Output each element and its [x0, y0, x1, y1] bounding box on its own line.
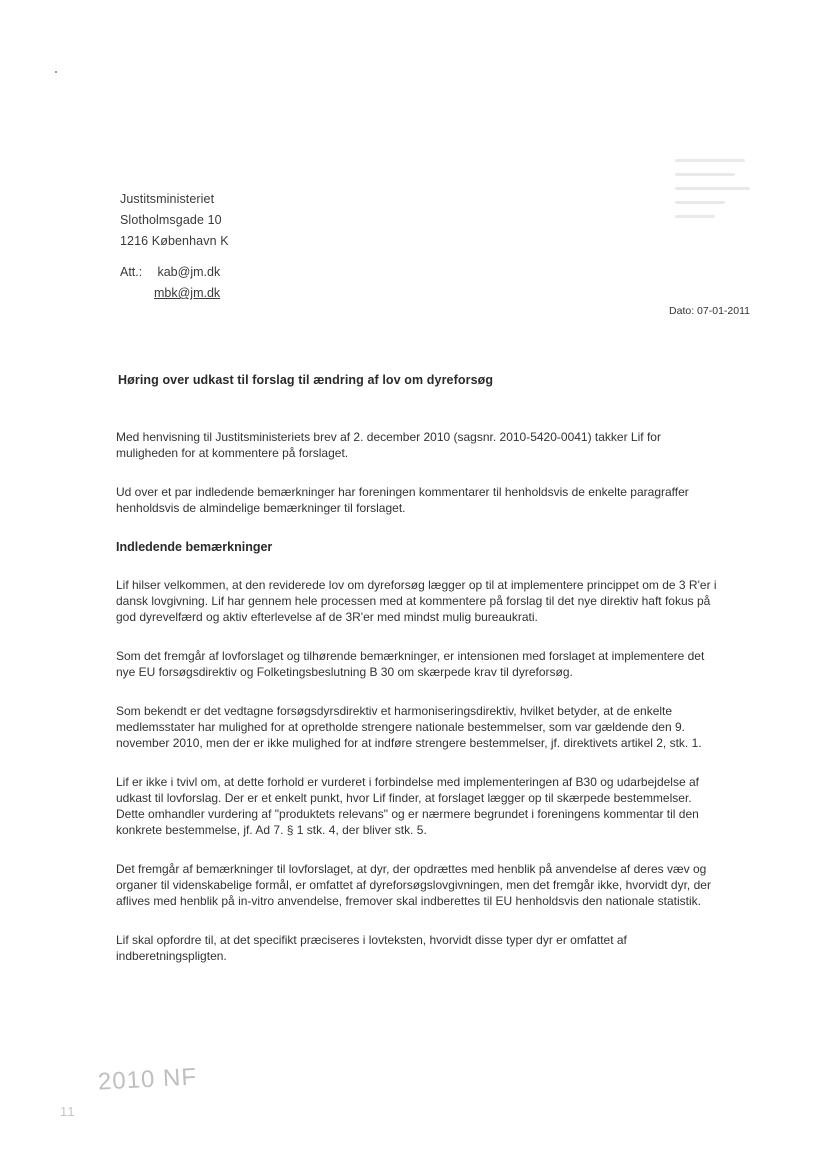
attention-label: Att.:: [120, 265, 143, 279]
scan-speck: [55, 71, 57, 73]
letter-title: Høring over udkast til forslag til ændring af lov om dyreforsøg: [118, 373, 494, 387]
address-line-3: 1216 København K: [120, 234, 229, 248]
section-heading: Indledende bemærkninger: [116, 540, 273, 554]
attention-block: [120, 262, 220, 304]
body-paragraph: Med henvisning til Justitsministeriets brev af 2. december 2010 (sagsnr. 2010-5420-0041) takker Lif for muligheden for at kommentere på forslaget.: [116, 430, 661, 460]
body-paragraph: Som det fremgår af lovforslaget og tilhørende bemærkninger, er intensionen med forslaget at implementere det nye EU forsøgsdirektiv og Folketingsbeslutning B 30 om skærpede krav til dyreforsøg.: [116, 649, 705, 679]
body-paragraph: Ud over et par indledende bemærkninger har foreningen kommentarer til henholdsvis de enkelte paragraffer henholdsvis de almindelige bemærkninger til forslaget.: [116, 485, 689, 515]
body-paragraph: Det fremgår af bemærkninger til lovforslaget, at dyr, der opdrættes med henblik på anvendelse af deres væv og organer til videnskabelige formål, er omfattet af dyreforsøgslovgivningen, men det fremgår ikke, hvorvidt dyr, der aflives med henblik på in-vitro anvendelse, fremover skal indberettes til EU henholdsvis den nationale statistik.: [116, 862, 711, 908]
body-paragraph: Lif er ikke i tvivl om, at dette forhold er vurderet i forbindelse med implementeringen af B30 og udarbejdelse af udkast til lovforslag. Der er et enkelt punkt, hvor Lif finder, at forslaget lægger op til skærpede bestemmelser. Dette omhandler vurdering af "produktets relevans" og er nærmere begrundet i foreningens kommentar til den konkrete bestemmelse, jf. Ad 7. § 1 stk. 4, der bliver stk. 5.: [116, 775, 699, 837]
address-line-1: Justitsministeriet: [120, 192, 215, 206]
attention-email-1[interactable]: kab@jm.dk: [157, 265, 221, 279]
body-paragraph: Lif skal opfordre til, at det specifikt præciseres i lovteksten, hvorvidt disse typer dyr er omfattet af indberetningspligten.: [116, 933, 627, 963]
faded-letterhead-text: [675, 148, 755, 243]
recipient-address: [120, 189, 229, 252]
letter-date: Dato: 07-01-2011: [669, 305, 750, 317]
letter-body: [116, 429, 722, 987]
stamp-note: 11: [60, 1104, 76, 1119]
address-line-2: Slotholmsgade 10: [120, 213, 222, 227]
attention-email-2[interactable]: mbk@jm.dk: [154, 286, 221, 300]
body-paragraph: Lif hilser velkommen, at den reviderede lov om dyreforsøg lægger op til at implementere princippet om de 3 R'er i dansk lovgivning. Lif har gennem hele processen med at kommentere på forslag til det nye direktiv haft fokus på god dyrevelfærd og aktiv efterlevelse af de 3R'er med mindst mulig bureaukrati.: [116, 578, 717, 624]
received-stamp: 2010 NF: [97, 1063, 198, 1096]
body-paragraph: Som bekendt er det vedtagne forsøgsdyrsdirektiv et harmoniseringsdirektiv, hvilket betyder, at de enkelte medlemsstater har mulighed for at opretholde strengere nationale bestemmelser, som var gældende den 9. november 2010, men der er ikke mulighed for at indføre strengere bestemmelser, jf. direktivets artikel 2, stk. 1.: [116, 704, 702, 750]
